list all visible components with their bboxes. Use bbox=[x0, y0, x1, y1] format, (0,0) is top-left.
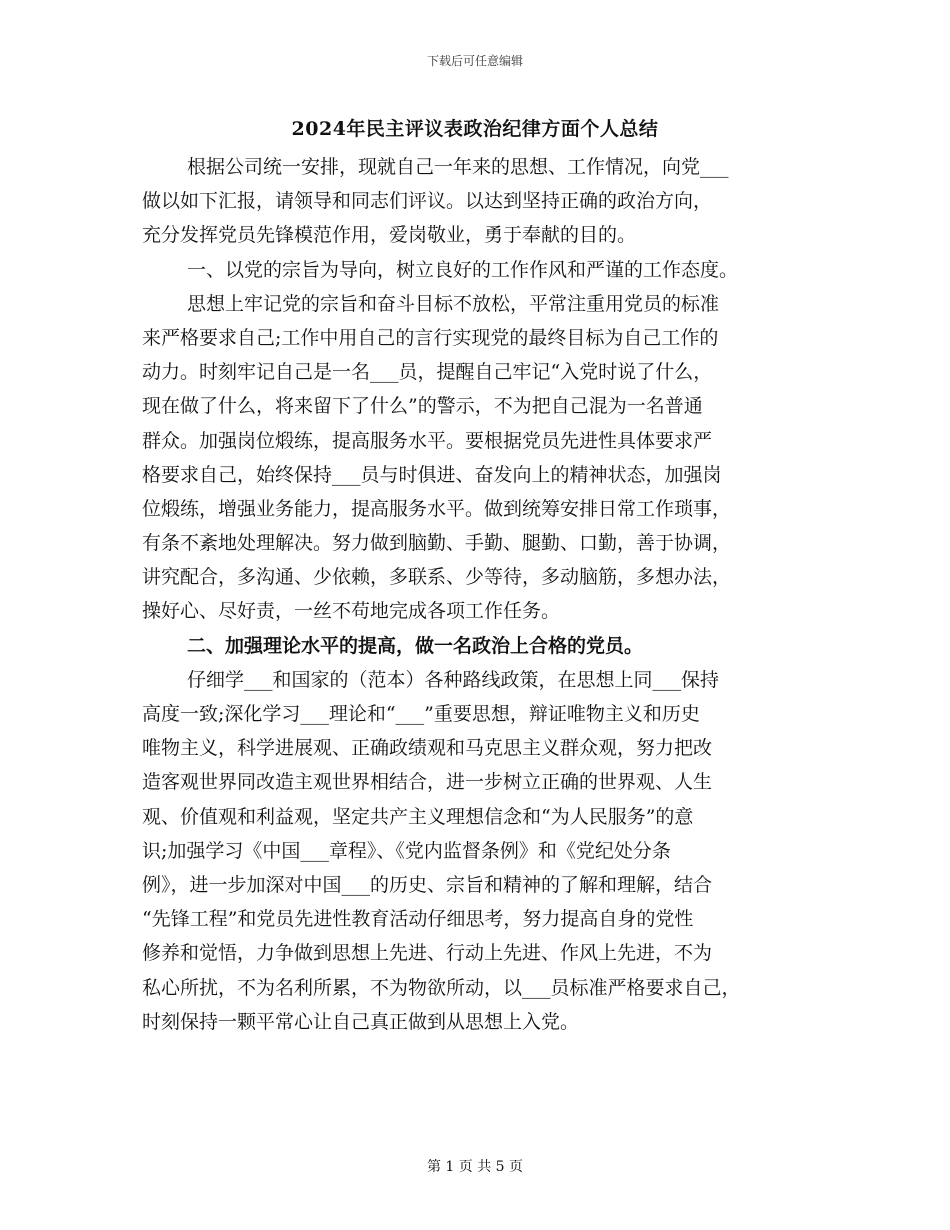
page-footer: 第 1 页 共 5 页 bbox=[426, 1159, 524, 1175]
text-line: 群众。加强岗位煅练，提高服务水平。要根据党员先进性具体要求严 bbox=[142, 429, 713, 452]
text-line: 修养和觉悟，力争做到思想上先进、行动上先进、作风上先进，不为 bbox=[142, 942, 713, 965]
text-line: 唯物主义，科学进展观、正确政绩观和马克思主义群众观，努力把改 bbox=[142, 737, 713, 760]
text-line: 位煅练，增强业务能力，提高服务水平。做到统筹安排日常工作琐事， bbox=[142, 497, 732, 520]
text-line: “先锋工程”和党员先进性教育活动仔细思考，努力提高自身的党性 bbox=[142, 908, 694, 931]
text-line: 充分发挥党员先锋模范作用，爱岗敬业，勇于奉献的目的。 bbox=[142, 224, 637, 247]
text-line: 思想上牢记党的宗旨和奋斗目标不放松，平常注重用党员的标准 bbox=[187, 292, 720, 315]
text-line: 有条不紊地处理解决。努力做到脑勤、手勤、腿勤、口勤，善于协调， bbox=[142, 532, 732, 555]
text-line: 时刻保持一颗平常心让自己真正做到从思想上入党。 bbox=[142, 1010, 580, 1033]
document-title: 2024年民主评议表政治纪律方面个人总结 bbox=[291, 118, 659, 140]
text-line: 一、以党的宗旨为导向，树立良好的工作作风和严谨的工作态度。 bbox=[187, 258, 739, 281]
text-line: 私心所扰，不为名利所累，不为物欲所动，以___员标准严格要求自己， bbox=[142, 976, 741, 999]
text-line: 做以如下汇报，请领导和同志们评议。以达到坚持正确的政治方向， bbox=[142, 190, 713, 213]
document-body bbox=[142, 150, 822, 1039]
text-line: 操好心、尽好责，一丝不苟地完成各项工作任务。 bbox=[142, 600, 561, 623]
text-line: 观、价值观和利益观，坚定共产主义理想信念和“为人民服务”的意 bbox=[142, 805, 694, 828]
text-line: 格要求自己，始终保持___员与时俱进、奋发向上的精神状态，加强岗 bbox=[142, 463, 722, 486]
text-line: 识;加强学习《中国___章程》、《党内监督条例》和《党纪处分条 bbox=[142, 839, 671, 862]
header-note: 下载后可任意编辑 bbox=[426, 54, 523, 68]
text-line: 造客观世界同改造主观世界相结合，进一步树立正确的世界观、人生 bbox=[142, 771, 713, 794]
text-line: 仔细学___和国家的（范本）各种路线政策，在思想上同___保持 bbox=[187, 668, 720, 691]
text-line: 现在做了什么，将来留下了什么”的警示，不为把自己混为一名普通 bbox=[142, 395, 703, 418]
text-line: 动力。时刻牢记自己是一名___员，提醒自己牢记“入党时说了什么， bbox=[142, 361, 713, 384]
text-line: 来严格要求自己;工作中用自己的言行实现党的最终目标为自己工作的 bbox=[142, 326, 719, 349]
text-line: 高度一致;深化学习___理论和“___”重要思想，辩证唯物主义和历史 bbox=[142, 703, 700, 725]
text-line: 根据公司统一安排，现就自己一年来的思想、工作情况，向党___ bbox=[187, 156, 729, 178]
text-line: 讲究配合，多沟通、少依赖，多联系、少等待，多动脑筋，多想办法， bbox=[142, 566, 732, 589]
text-line: 二、加强理论水平的提高，做一名政治上合格的党员。 bbox=[187, 634, 644, 657]
text-line: 例》，进一步加深对中国___的历史、宗旨和精神的了解和理解，结合 bbox=[142, 873, 713, 896]
